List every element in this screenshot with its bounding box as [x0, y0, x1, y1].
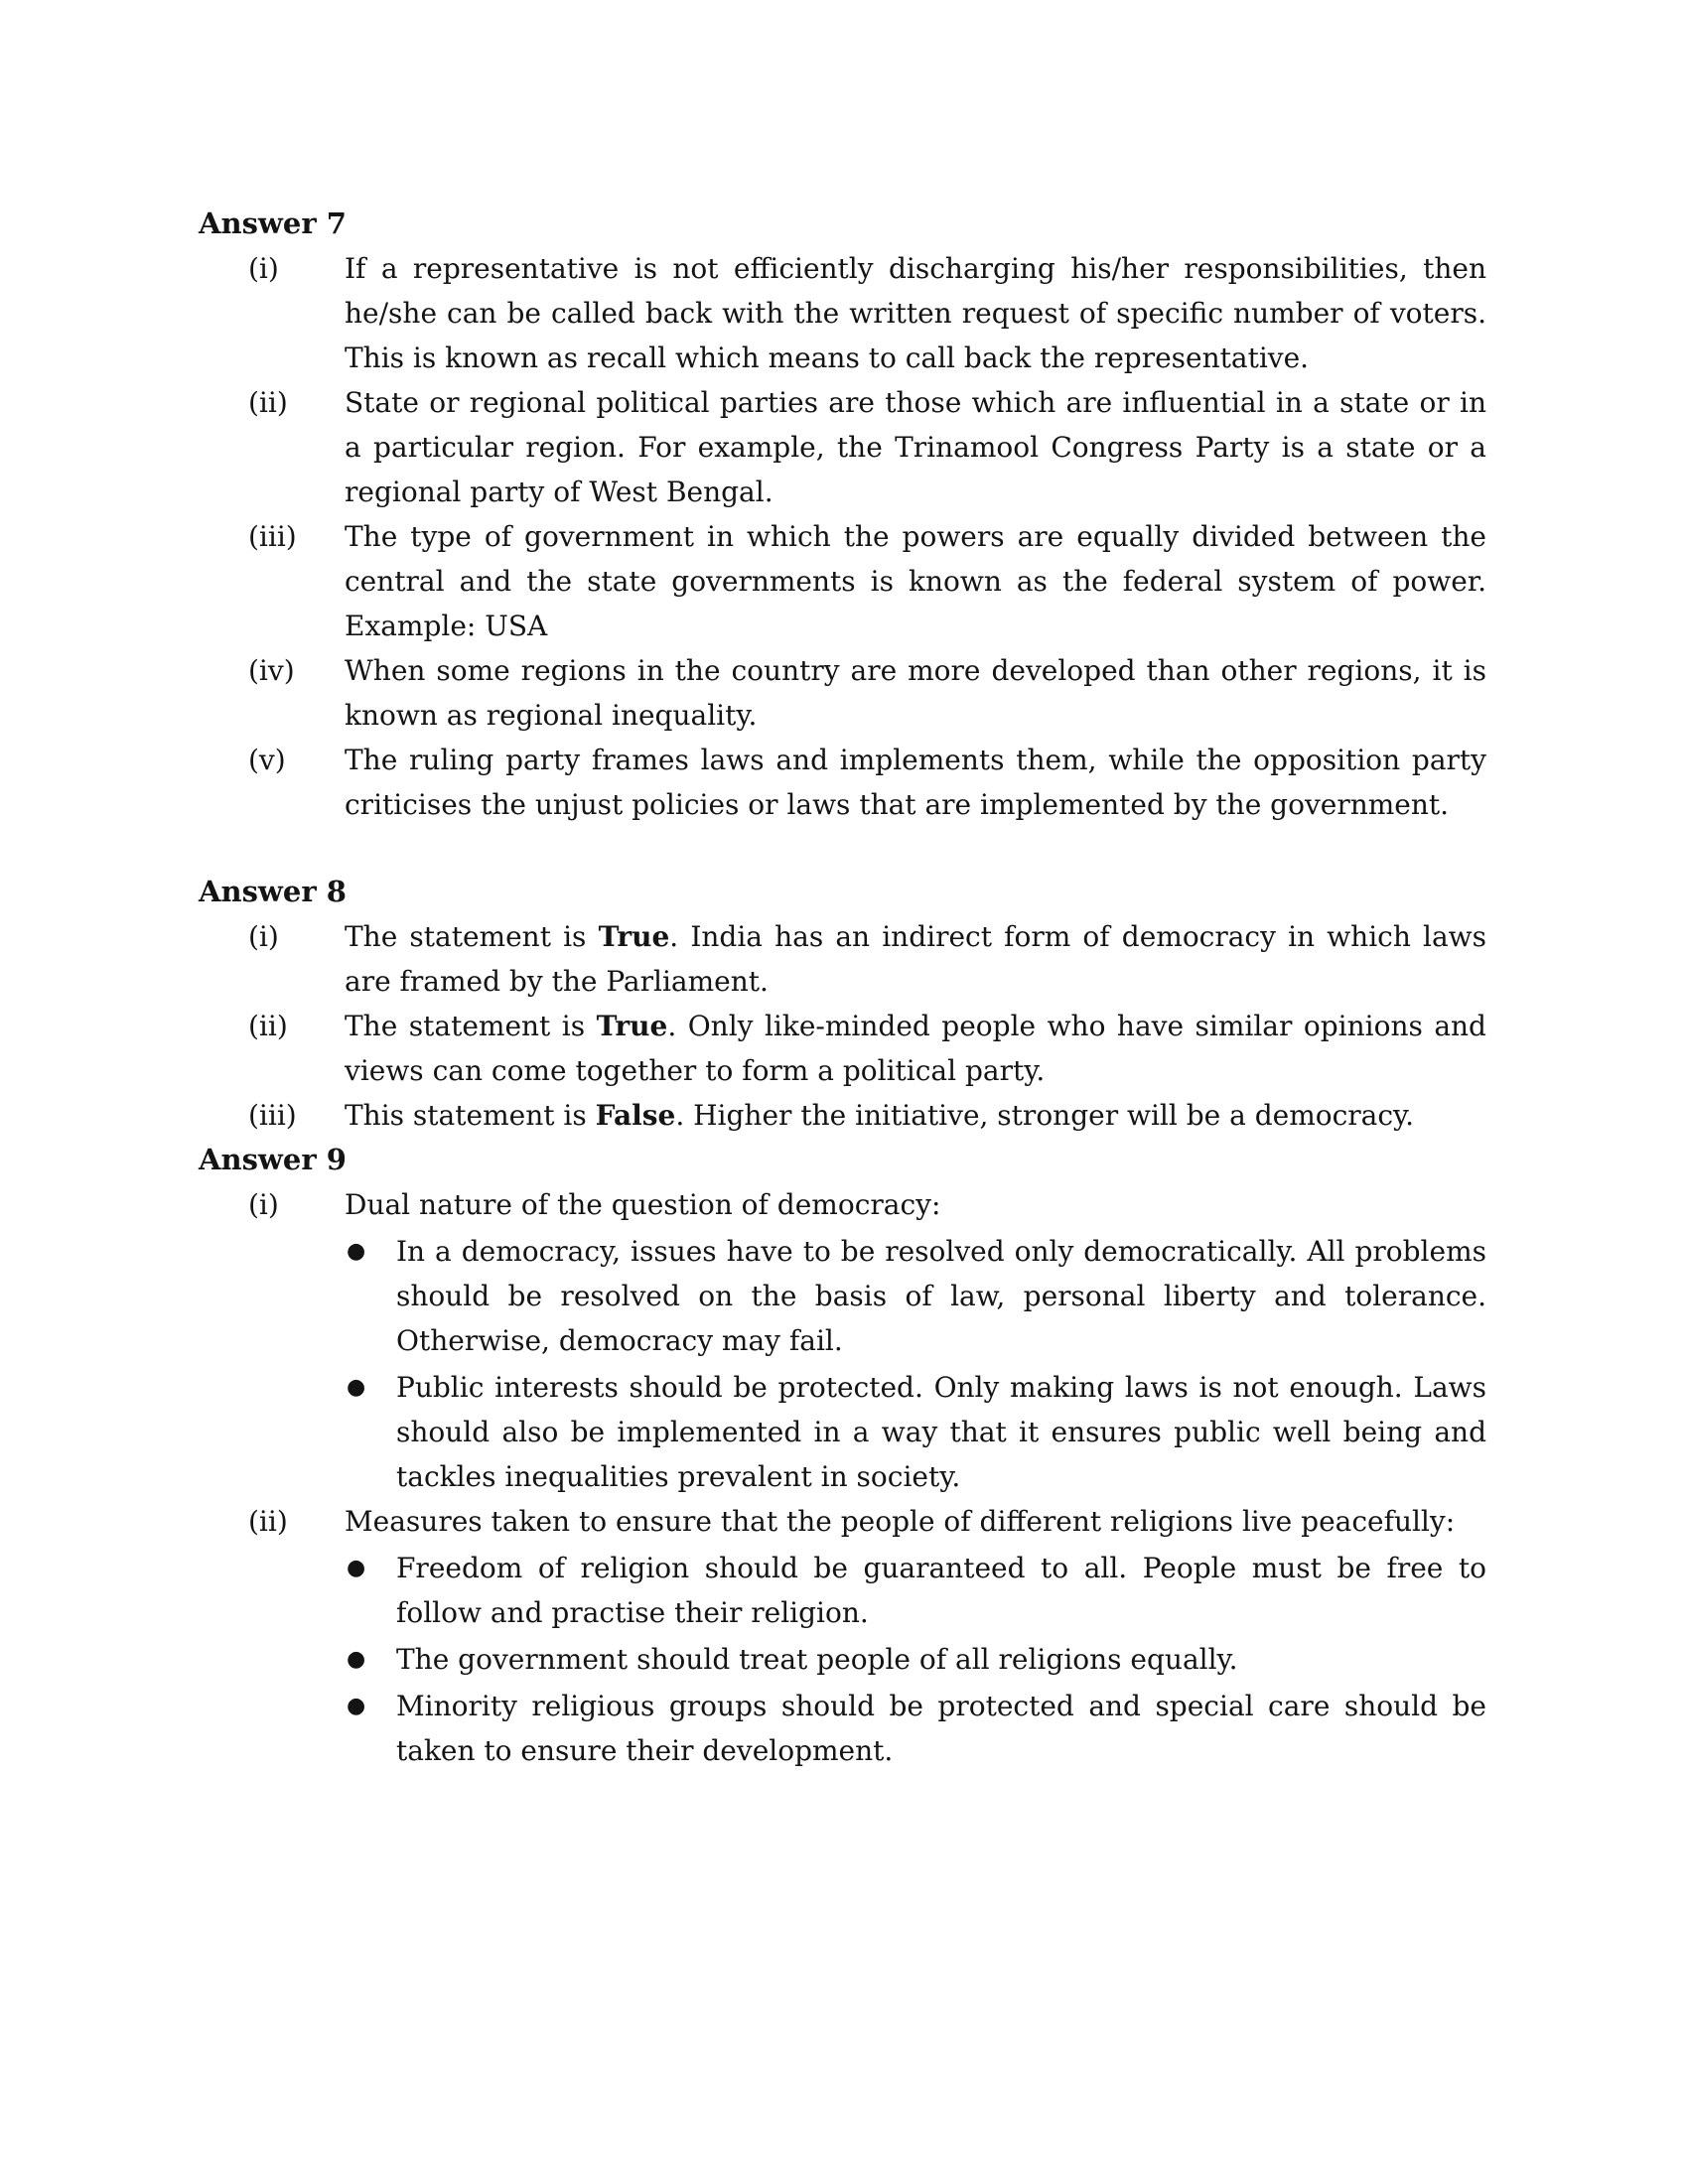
- item-number: (ii): [248, 1505, 288, 1538]
- item-text: The type of government in which the powers are equally divided between the central and the state governments is known as the federal system of power. Example: USA: [345, 520, 1486, 642]
- item-body: [345, 1182, 1486, 1499]
- answer-8-item-iii: [199, 1093, 1489, 1138]
- item-number: (iii): [248, 1099, 297, 1132]
- item-text-post: . Only like-minded people who have similar opinions and views can come together to form a political party.: [345, 1010, 1486, 1087]
- item-text: The ruling party frames laws and implements them, while the opposition party criticises the unjust policies or laws that are implemented by the government.: [345, 744, 1486, 821]
- answer-7-item-iii: [199, 514, 1489, 648]
- item-text: When some regions in the country are more developed than other regions, it is known as regional inequality.: [345, 654, 1486, 732]
- answer-7-section: [199, 202, 1489, 827]
- verdict-true: True: [598, 920, 670, 953]
- section-spacer: [199, 827, 1489, 870]
- answer-8-heading: Answer 8: [199, 875, 347, 908]
- answer-8-item-i: [199, 914, 1489, 1004]
- item-body: [345, 1499, 1486, 1773]
- item-text: Measures taken to ensure that the people of different religions live peacefully:: [345, 1505, 1456, 1538]
- answer-9-item-ii: [199, 1499, 1489, 1773]
- answer-7-item-iv: [199, 648, 1489, 738]
- bullet-list: [345, 1229, 1486, 1499]
- item-text: State or regional political parties are those which are influential in a state or in a particular region. For example, the Trinamool Congress Party is a state or a regional party of West Bengal.: [345, 386, 1486, 508]
- item-text-pre: The statement is: [345, 920, 599, 953]
- answer-7-item-ii: [199, 380, 1489, 514]
- bullet-dot-icon: ●: [347, 1556, 366, 1580]
- item-number: (v): [248, 744, 286, 776]
- item-text: Dual nature of the question of democracy:: [345, 1188, 941, 1221]
- answer-9-list: [199, 1182, 1489, 1773]
- bullet-dot-icon: ●: [347, 1239, 366, 1264]
- item-text-pre: This statement is: [345, 1099, 596, 1132]
- item-number: (iii): [248, 520, 297, 553]
- answer-9-section: [199, 1138, 1489, 1773]
- bullet-list: [345, 1546, 1486, 1773]
- item-number: (ii): [248, 1010, 288, 1042]
- document-page: [199, 202, 1489, 1773]
- bullet-item: [345, 1637, 1486, 1682]
- answer-8-item-ii: [199, 1004, 1489, 1093]
- answer-7-item-i: [199, 246, 1489, 380]
- bullet-text: Public interests should be protected. Only making laws is not enough. Laws should also be implemented in a way that it ensures public well being and tackles inequalities prevalent in society.: [396, 1371, 1486, 1493]
- bullet-text: In a democracy, issues have to be resolved only democratically. All problems should be resolved on the basis of law, personal liberty and tolerance. Otherwise, democracy may fail.: [396, 1235, 1486, 1357]
- answer-7-list: [199, 246, 1489, 827]
- item-number: (i): [248, 1188, 279, 1221]
- item-number: (i): [248, 252, 279, 285]
- bullet-text: Freedom of religion should be guaranteed to all. People must be free to follow and practise their religion.: [396, 1552, 1486, 1629]
- answer-8-list: [199, 914, 1489, 1138]
- answer-9-item-i: [199, 1182, 1489, 1499]
- item-text: [345, 1004, 1486, 1093]
- item-text-post: . India has an indirect form of democracy in which laws are framed by the Parliament.: [345, 920, 1486, 998]
- bullet-dot-icon: ●: [347, 1647, 366, 1672]
- verdict-true: True: [596, 1010, 668, 1042]
- bullet-item: [345, 1229, 1486, 1363]
- item-text-pre: The statement is: [345, 1010, 597, 1042]
- item-text: [345, 1093, 1486, 1138]
- bullet-text: Minority religious groups should be protected and special care should be taken to ensure their development.: [396, 1690, 1486, 1767]
- answer-8-section: [199, 870, 1489, 1138]
- item-number: (iv): [248, 654, 295, 687]
- bullet-text: The government should treat people of all religions equally.: [396, 1643, 1238, 1676]
- item-number: (i): [248, 920, 279, 953]
- verdict-false: False: [595, 1099, 676, 1132]
- item-number: (ii): [248, 386, 288, 419]
- item-text-post: . Higher the initiative, stronger will be a democracy.: [675, 1099, 1415, 1132]
- bullet-item: [345, 1684, 1486, 1773]
- item-text: If a representative is not efficiently discharging his/her responsibilities, then he/she can be called back with the written request of specific number of voters. This is known as recall which means to call back the representative.: [345, 252, 1486, 374]
- answer-9-heading: Answer 9: [199, 1143, 347, 1176]
- bullet-item: [345, 1365, 1486, 1499]
- bullet-item: [345, 1546, 1486, 1635]
- bullet-dot-icon: ●: [347, 1375, 366, 1400]
- answer-7-item-v: [199, 738, 1489, 827]
- answer-7-heading: Answer 7: [199, 206, 347, 240]
- bullet-dot-icon: ●: [347, 1694, 366, 1718]
- item-text: [345, 914, 1486, 1004]
